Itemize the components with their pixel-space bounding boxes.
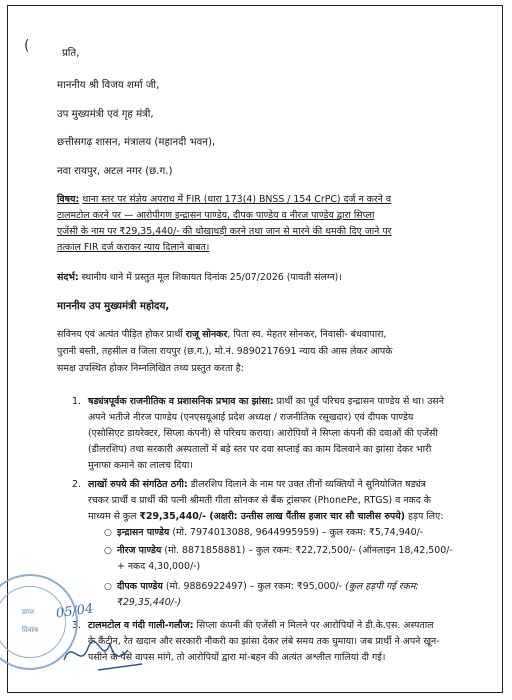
point-2-line-2: रचकर प्रार्थी व प्रार्थी की पत्नी श्रीमती गीता सोनकर से बैंक ट्रांसफर (PhonePe, RTGS) व नकद के: [88, 495, 431, 506]
intro-text-1a: सविनय एवं अत्यंत पीड़ित होकर प्रार्थी: [57, 329, 186, 340]
payment-1-detail: (मो. 7974013088, 9644995959) – कुल रकम: ₹5,74,940/-: [169, 527, 424, 538]
point-2-line-1: [88, 478, 426, 492]
salutation: माननीय उप मुख्यमंत्री महोदय,: [57, 301, 170, 312]
payment-2-detail: (मो. 8871858881) – कुल रकम: ₹22,72,500/- (ऑनलाइन 18,42,500/-: [161, 545, 453, 556]
subject-label: विषय:: [57, 194, 80, 205]
point-3-heading: टालमटोल व गंदी गाली-गलौज:: [88, 620, 194, 631]
point-1-line-2: अपने भतीजे नीरज पाण्डेय (एनएसयूआई प्रदेश अध्यक्ष / राजनीतिक रसूखदार) एवं दीपक पाण्डेय: [88, 412, 414, 423]
payment-3-note-2: ₹29,35,440/-): [117, 597, 181, 608]
point-2-number: 2.: [72, 479, 81, 490]
intro-line-3: समक्ष उपस्थित होकर निम्नलिखित तथ्य प्रस्तुत करता है:: [57, 363, 244, 374]
point-1-line-4: (डीलरशिप) तथा सरकारी अस्पतालों में बड़े स्तर पर दवा सप्लाई का काम दिलवाने का झांसा देकर भारी: [88, 444, 432, 455]
bullet-icon: ○: [104, 528, 112, 538]
subject-text-1: थाना स्तर पर संज्ञेय अपराध में FIR (धारा 173(4) BNSS / 154 CrPC) दर्ज न करने व: [82, 194, 392, 205]
address-office: छत्तीसगढ़ शासन, मंत्रालय (महानदी भवन),: [57, 137, 216, 148]
point-2-text-3a: माध्यम से कुल: [88, 511, 140, 522]
address-designation: उप मुख्यमंत्री एवं गृह मंत्री,: [57, 109, 154, 120]
payment-3-note: (कुल हड़पी गई रकम:: [345, 581, 419, 592]
bullet-icon: ○: [104, 582, 112, 592]
intro-line-1: [57, 328, 386, 342]
point-1-line-1: [88, 395, 444, 409]
address-prati: प्रति,: [62, 48, 80, 59]
point-1-heading: षड्यंत्रपूर्वक राजनीतिक व प्रशासनिक प्रभाव का झांसा:: [88, 396, 274, 407]
point-3-number: 3.: [72, 620, 81, 631]
reference: [57, 271, 342, 285]
point-2-heading: लाखों रुपये की संगठित ठगी:: [88, 479, 188, 490]
intro-line-2: पुरानी बस्ती, तहसील व जिला रायपुर (छ.ग.), मो.नं. 9890217691 न्याय की आस लेकर आपके: [57, 346, 393, 357]
payment-2-cont: + नकद 4,30,000/-): [117, 561, 201, 572]
stamp-date: 05/04: [55, 601, 95, 622]
payment-3-name: दीपक पाण्डेय: [117, 581, 163, 592]
payment-1: [117, 526, 423, 540]
point-2-text-3b: हड़प लिए:: [404, 511, 444, 522]
signature: [58, 630, 148, 680]
point-2-text-1: डीलरशिप दिलाने के नाम पर उक्त तीनों व्यक्तियों ने सुनियोजित षड्यंत्र: [187, 479, 426, 490]
applicant-name: राजू सोनकर: [185, 329, 228, 340]
point-3-text-1: सिप्ला कंपनी की एजेंसी न मिलने पर आरोपियों ने डी.के.एस. अस्पताल: [193, 620, 434, 631]
payment-1-name: इन्द्रासन पाण्डेय: [117, 527, 170, 538]
stamp-label: प्राप्त: [22, 608, 34, 616]
subject-line-1: [57, 193, 391, 207]
point-2-line-3: [88, 510, 443, 524]
payment-3-detail: (मो. 9886922497) – कुल रकम: ₹95,000/-: [162, 581, 346, 592]
reference-text: स्थानीय थाने में प्रस्तुत मूल शिकायत दिनांक 25/07/2026 (पावती संलग्न)।: [81, 272, 342, 283]
intro-text-1b: , पिता स्व. मेहतर सोनकर, निवासी- बंधवापारा,: [227, 329, 387, 340]
payment-2-name: नीरज पाण्डेय: [117, 545, 162, 556]
point-1-line-5: मुनाफा कमाने का लालच दिया।: [88, 460, 193, 471]
subject-line-3: एजेंसी के नाम पर ₹29,35,440/- की धोखाधड़ी करने तथा जान से मारने की धमकी दिए जाने पर: [57, 226, 392, 237]
bullet-icon: ○: [104, 546, 112, 556]
point-3-line-2: के कैंटीन, रेत खदान और सरकारी नौकरी का झांसा देकर लंबे समय तक घुमाया। जब प्रार्थी ने अपने खून-: [88, 636, 440, 647]
point-1-text-1: प्रार्थी का पूर्व परिचय इन्द्रासन पाण्डेय से था। उसने: [273, 396, 444, 407]
reference-label: संदर्भ:: [57, 272, 79, 283]
subject-line-2: टालमटोल करने पर — आरोपीगण इन्द्रासन पाण्डेय, दीपक पाण्डेय व नीरज पाण्डेय द्वारा सिप्ला: [57, 210, 375, 221]
subject-line-4: तत्काल FIR दर्ज कराकर न्याय दिलाने बाबत।: [57, 242, 210, 253]
total-amount: ₹29,35,440/- (अक्षरी: उन्तीस लाख पैंतीस हजार चार सौ चालीस रुपये): [139, 511, 405, 522]
point-3-line-3: पसीने के पैसे वापस मांगे, तो आरोपियों द्वारा मां-बहन की अत्यंत अश्लील गालियां दी गई।: [88, 652, 386, 663]
address-name: माननीय श्री विजय शर्मा जी,: [57, 80, 160, 91]
stamp-label-date: दिनांक: [22, 626, 39, 634]
address-city: नवा रायपुर, अटल नगर (छ.ग.): [57, 166, 173, 177]
payment-3: [117, 580, 419, 594]
point-1-line-3: (एसोसिएट डायरेक्टर, सिप्ला कंपनी) से परिचय कराया। आरोपियों ने सिप्ला कंपनी की दवाओं की एजेंसी: [88, 428, 438, 439]
margin-mark: (: [24, 38, 30, 54]
stamp-inner-ring: [0, 586, 66, 658]
point-1-number: 1.: [72, 396, 81, 407]
payment-2: [117, 544, 453, 558]
